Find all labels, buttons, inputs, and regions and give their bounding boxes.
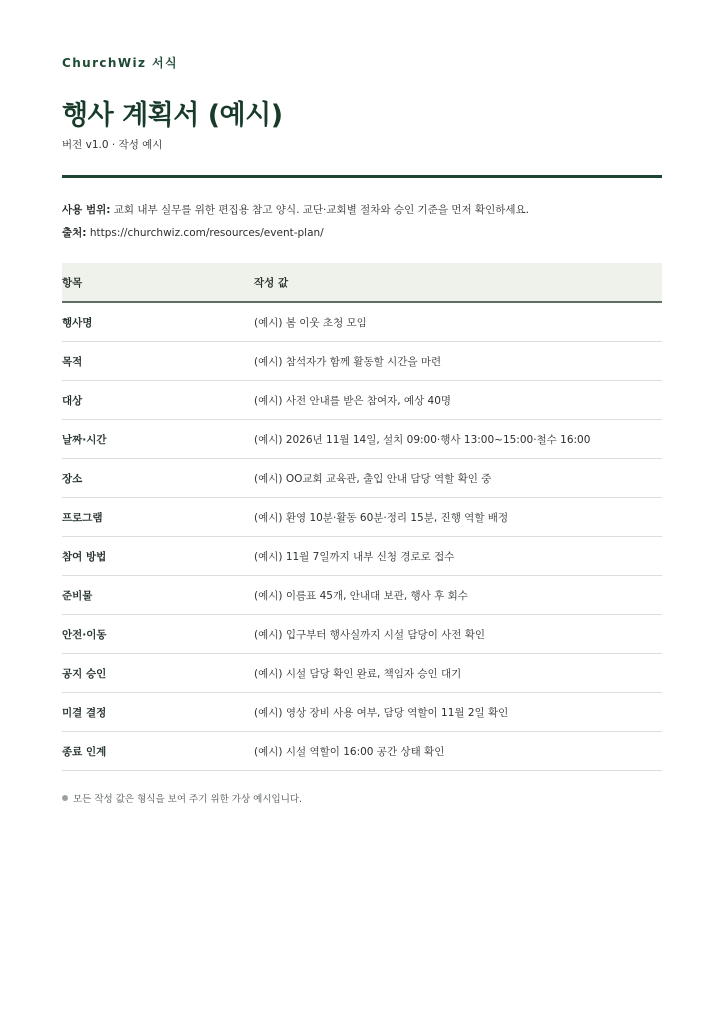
table-row	[62, 302, 662, 342]
row-value: (예시) OO교회 교육관, 출입 안내 담당 역할 확인 중	[254, 459, 662, 498]
row-key: 공지 승인	[62, 654, 254, 693]
row-value: (예시) 환영 10분·활동 60분·정리 15분, 진행 역할 배정	[254, 498, 662, 537]
row-key: 미결 결정	[62, 693, 254, 732]
table-row	[62, 615, 662, 654]
row-key: 프로그램	[62, 498, 254, 537]
row-key: 안전·이동	[62, 615, 254, 654]
row-value: (예시) 11월 7일까지 내부 신청 경로로 접수	[254, 537, 662, 576]
table-row	[62, 381, 662, 420]
row-value: (예시) 이름표 45개, 안내대 보관, 행사 후 회수	[254, 576, 662, 615]
row-value: (예시) 봄 이웃 초청 모임	[254, 302, 662, 342]
scope-label: 사용 범위:	[62, 204, 111, 216]
row-value: (예시) 영상 장비 사용 여부, 담당 역할이 11월 2일 확인	[254, 693, 662, 732]
table-row	[62, 576, 662, 615]
version-label: 버전 v1.0 · 작성 예시	[62, 139, 163, 151]
row-value: (예시) 사전 안내를 받은 참여자, 예상 40명	[254, 381, 662, 420]
meta-block	[62, 199, 662, 245]
table-row	[62, 420, 662, 459]
event-plan-table	[62, 263, 662, 771]
row-key: 종료 인계	[62, 732, 254, 771]
row-value: (예시) 참석자가 함께 활동할 시간을 마련	[254, 342, 662, 381]
scope-text: 교회 내부 실무를 위한 편집용 참고 양식. 교단·교회별 절차와 승인 기준을 먼저 확인하세요.	[110, 204, 529, 216]
table-row	[62, 342, 662, 381]
footnote-text: 모든 작성 값은 형식을 보여 주기 위한 가상 예시입니다.	[73, 794, 303, 805]
header-divider	[62, 175, 662, 178]
brand-label: ChurchWiz 서식	[62, 56, 178, 70]
page-title: 행사 계획서 (예시)	[62, 100, 283, 131]
row-key: 대상	[62, 381, 254, 420]
footnote	[62, 791, 662, 805]
table-row	[62, 537, 662, 576]
table-row	[62, 693, 662, 732]
column-header-item: 항목	[62, 263, 254, 302]
row-key: 행사명	[62, 302, 254, 342]
column-header-value: 작성 값	[254, 263, 662, 302]
source-url[interactable]: https://churchwiz.com/resources/event-plan/	[86, 227, 324, 239]
source-label: 출처:	[62, 227, 87, 239]
row-key: 준비물	[62, 576, 254, 615]
row-value: (예시) 시설 담당 확인 완료, 책임자 승인 대기	[254, 654, 662, 693]
source-line	[62, 222, 662, 245]
table-row	[62, 459, 662, 498]
row-key: 목적	[62, 342, 254, 381]
row-value: (예시) 2026년 11월 14일, 설치 09:00·행사 13:00~15:00·철수 16:00	[254, 420, 662, 459]
row-key: 참여 방법	[62, 537, 254, 576]
bullet-icon	[62, 795, 68, 801]
row-value: (예시) 시설 역할이 16:00 공간 상태 확인	[254, 732, 662, 771]
table-row	[62, 498, 662, 537]
table-header-row	[62, 263, 662, 302]
scope-line	[62, 199, 662, 222]
row-key: 장소	[62, 459, 254, 498]
row-value: (예시) 입구부터 행사실까지 시설 담당이 사전 확인	[254, 615, 662, 654]
row-key: 날짜·시간	[62, 420, 254, 459]
table-row	[62, 732, 662, 771]
table-row	[62, 654, 662, 693]
